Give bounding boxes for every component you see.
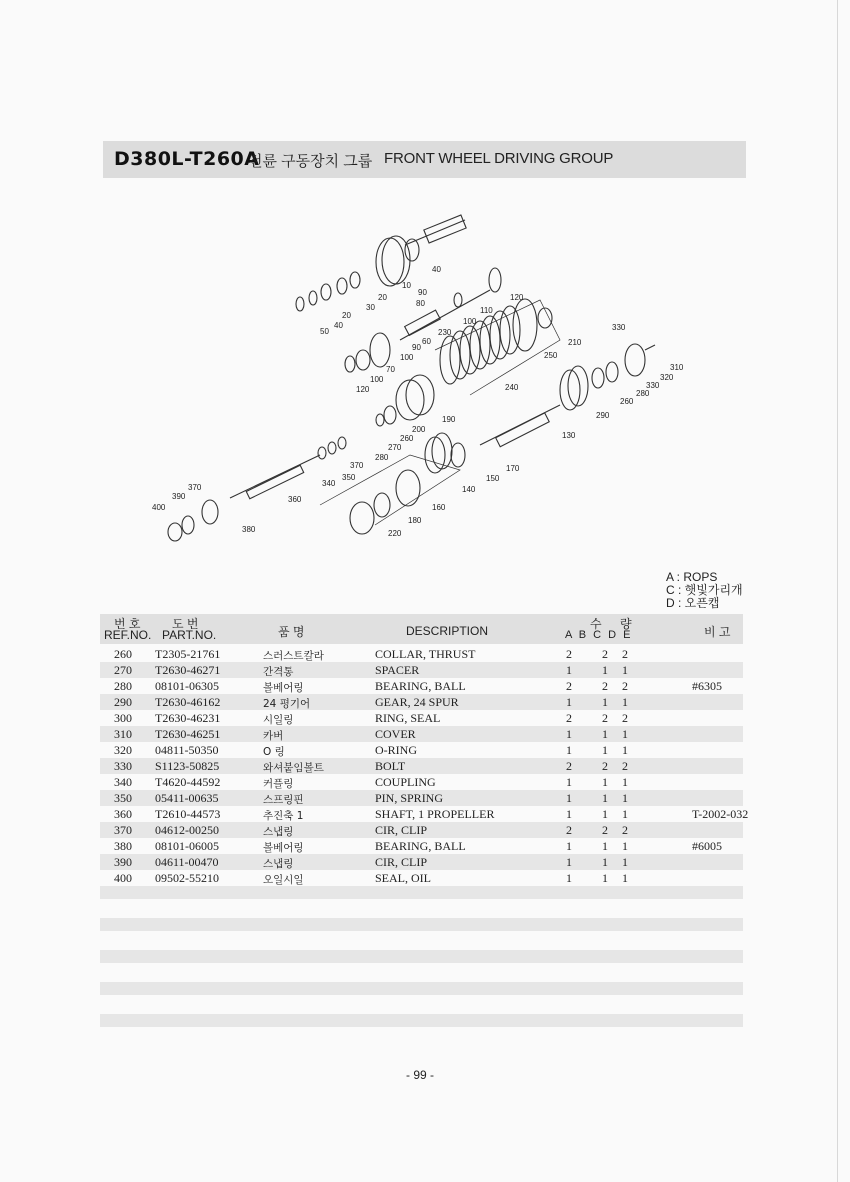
qty-d: 2 <box>622 679 628 693</box>
svg-text:70: 70 <box>386 365 395 374</box>
legend-d: D : 오픈캡 <box>666 596 720 610</box>
small-gear <box>370 333 390 367</box>
svg-text:370: 370 <box>350 461 364 470</box>
part-no: T2630-46231 <box>155 711 221 725</box>
part-name-kr: 볼베어링 <box>263 682 304 694</box>
svg-text:150: 150 <box>486 474 500 483</box>
qty-a: 1 <box>566 775 572 789</box>
svg-text:250: 250 <box>544 351 558 360</box>
part-name-kr: 오일시일 <box>263 874 304 886</box>
empty-row-stripe <box>100 950 743 963</box>
part-no: T2305-21761 <box>155 647 221 661</box>
ref-no: 310 <box>114 727 132 741</box>
table-row <box>100 726 743 742</box>
part-name-kr: 카버 <box>263 730 284 742</box>
qty-a: 2 <box>566 711 572 725</box>
table-row <box>100 710 743 726</box>
part-name-kr: 볼베어링 <box>263 842 304 854</box>
remarks: #6305 <box>692 679 722 693</box>
legend-c: C : 햇빛가리개 <box>666 583 743 597</box>
part-no: 08101-06005 <box>155 839 219 853</box>
svg-text:100: 100 <box>463 317 477 326</box>
description: COLLAR, THRUST <box>375 647 476 661</box>
qty-d: 1 <box>622 727 628 741</box>
svg-text:100: 100 <box>400 353 414 362</box>
qty-c: 1 <box>602 743 608 757</box>
svg-text:280: 280 <box>375 453 389 462</box>
description: SEAL, OIL <box>375 871 431 885</box>
description: O-RING <box>375 743 417 757</box>
qty-c: 1 <box>602 871 608 885</box>
empty-row-stripe <box>100 918 743 931</box>
callout-40: 40 <box>432 265 441 274</box>
ref-no: 280 <box>114 679 132 693</box>
qty-d: 2 <box>622 823 628 837</box>
exploded-parts-diagram <box>150 200 710 550</box>
svg-text:80: 80 <box>416 299 425 308</box>
qty-d: 1 <box>622 695 628 709</box>
table-row <box>100 822 743 838</box>
description: BOLT <box>375 759 406 773</box>
qty-d: 1 <box>622 775 628 789</box>
part-name-kr: 스냅링 <box>263 826 294 838</box>
svg-text:350: 350 <box>342 473 356 482</box>
part-name-kr: 24 평기어 <box>263 698 311 710</box>
svg-text:160: 160 <box>432 503 446 512</box>
svg-text:190: 190 <box>442 415 456 424</box>
ref-no: 260 <box>114 647 132 661</box>
table-row <box>100 646 743 662</box>
svg-text:140: 140 <box>462 485 476 494</box>
part-name-kr: 와셔붙임볼트 <box>263 762 324 774</box>
svg-text:340: 340 <box>322 479 336 488</box>
part-name-kr: 스냅링 <box>263 858 294 870</box>
qty-a: 1 <box>566 727 572 741</box>
legend-a: A : ROPS <box>666 570 718 584</box>
header-ref-kr: 번 호 <box>114 617 141 631</box>
description: PIN, SPRING <box>375 791 444 805</box>
qty-a: 1 <box>566 839 572 853</box>
ref-no: 350 <box>114 791 132 805</box>
ref-no: 400 <box>114 871 132 885</box>
part-no: 09502-55210 <box>155 871 219 885</box>
svg-text:130: 130 <box>562 431 576 440</box>
description: CIR, CLIP <box>375 855 428 869</box>
svg-text:50: 50 <box>320 327 329 336</box>
part-no: 04611-00470 <box>155 855 219 869</box>
remarks: #6005 <box>692 839 722 853</box>
description: SHAFT, 1 PROPELLER <box>375 807 495 821</box>
description: COVER <box>375 727 416 741</box>
upper-spline <box>424 215 466 243</box>
remarks: T-2002-032 <box>692 807 749 821</box>
parts-table-header <box>100 614 743 644</box>
description: RING, SEAL <box>375 711 441 725</box>
part-no: T2630-46162 <box>155 695 221 709</box>
spur-gear-24 <box>560 370 580 410</box>
ref-no: 330 <box>114 759 132 773</box>
page-number: - 99 - <box>406 1068 435 1082</box>
qty-d: 2 <box>622 759 628 773</box>
bearing-380 <box>202 500 218 524</box>
gear-160 <box>396 470 420 506</box>
svg-text:290: 290 <box>596 411 610 420</box>
part-name-kr: O 링 <box>263 746 285 758</box>
svg-text:220: 220 <box>388 529 402 538</box>
description: COUPLING <box>375 775 436 789</box>
empty-row-stripe <box>100 1014 743 1027</box>
header-ref-en: REF.NO. <box>104 628 152 642</box>
svg-text:20: 20 <box>342 311 351 320</box>
qty-a: 1 <box>566 807 572 821</box>
qty-d: 1 <box>622 791 628 805</box>
qty-c: 1 <box>602 775 608 789</box>
table-row <box>100 838 743 854</box>
qty-c: 2 <box>602 647 608 661</box>
part-name-kr: 스프링핀 <box>263 794 304 806</box>
part-no: 04811-50350 <box>155 743 219 757</box>
qty-a: 2 <box>566 823 572 837</box>
svg-text:380: 380 <box>242 525 256 534</box>
qty-d: 1 <box>622 855 628 869</box>
svg-text:330: 330 <box>612 323 626 332</box>
qty-c: 1 <box>602 663 608 677</box>
qty-c: 1 <box>602 791 608 805</box>
qty-a: 2 <box>566 679 572 693</box>
qty-c: 2 <box>602 823 608 837</box>
table-row <box>100 854 743 870</box>
part-name-kr: 시일링 <box>263 714 294 726</box>
description: CIR, CLIP <box>375 823 428 837</box>
part-no: T2610-44573 <box>155 807 221 821</box>
qty-d: 1 <box>622 839 628 853</box>
svg-text:280: 280 <box>636 389 650 398</box>
part-no: 05411-00635 <box>155 791 219 805</box>
qty-d: 1 <box>622 663 628 677</box>
ref-no: 300 <box>114 711 132 725</box>
qty-d: 2 <box>622 647 628 661</box>
part-name-kr: 추진축 1 <box>263 810 304 822</box>
svg-text:310: 310 <box>670 363 684 372</box>
qty-c: 1 <box>602 839 608 853</box>
qty-c: 2 <box>602 679 608 693</box>
page-edge <box>837 0 838 1182</box>
table-row <box>100 790 743 806</box>
qty-a: 1 <box>566 743 572 757</box>
svg-text:370: 370 <box>188 483 202 492</box>
qty-a: 1 <box>566 855 572 869</box>
qty-d: 2 <box>622 711 628 725</box>
ref-no: 340 <box>114 775 132 789</box>
description: BEARING, BALL <box>375 679 466 693</box>
ref-no: 270 <box>114 663 132 677</box>
empty-row-stripe <box>100 982 743 995</box>
svg-text:110: 110 <box>480 306 493 315</box>
propeller-shaft <box>230 455 320 498</box>
svg-text:330: 330 <box>646 381 660 390</box>
ref-no: 360 <box>114 807 132 821</box>
header-remarks: 비 고 <box>704 625 731 639</box>
spur-gear-large <box>376 238 404 286</box>
qty-a: 1 <box>566 695 572 709</box>
svg-text:200: 200 <box>412 425 426 434</box>
part-no: T2630-46271 <box>155 663 221 677</box>
description: BEARING, BALL <box>375 839 466 853</box>
group-title-korean: 전륜 구동장치 그룹 <box>248 153 373 170</box>
header-name-kr: 품 명 <box>278 625 305 639</box>
qty-c: 2 <box>602 711 608 725</box>
cover <box>625 344 645 376</box>
part-name-kr: 간격통 <box>263 666 294 678</box>
part-no: 08101-06305 <box>155 679 219 693</box>
qty-a: 1 <box>566 871 572 885</box>
svg-text:270: 270 <box>388 443 402 452</box>
svg-text:230: 230 <box>438 328 452 337</box>
part-name-kr: 스러스트칼라 <box>263 650 324 662</box>
part-no: T2630-46251 <box>155 727 221 741</box>
part-name-kr: 커플링 <box>263 778 294 790</box>
qty-a: 2 <box>566 759 572 773</box>
table-row <box>100 678 743 694</box>
header-qty-columns: A B C D E <box>565 629 631 641</box>
group-title-english: FRONT WHEEL DRIVING GROUP <box>384 150 614 167</box>
svg-text:120: 120 <box>510 293 524 302</box>
qty-c: 1 <box>602 855 608 869</box>
qty-c: 2 <box>602 759 608 773</box>
table-row <box>100 806 749 822</box>
header-description: DESCRIPTION <box>406 624 489 638</box>
oil-seal <box>168 523 182 541</box>
qty-a: 2 <box>566 647 572 661</box>
description: GEAR, 24 SPUR <box>375 695 459 709</box>
clutch-hub <box>396 380 424 420</box>
qty-c: 1 <box>602 807 608 821</box>
empty-row-stripe <box>100 886 743 899</box>
model-title: D380L-T260A <box>114 148 260 170</box>
part-no: T4620-44592 <box>155 775 221 789</box>
svg-text:320: 320 <box>660 373 674 382</box>
svg-text:240: 240 <box>505 383 519 392</box>
table-row <box>100 662 743 678</box>
svg-text:20: 20 <box>378 293 387 302</box>
svg-text:30: 30 <box>366 303 375 312</box>
header-part-en: PART.NO. <box>162 628 217 642</box>
header-qty-kr-1: 수 <box>590 617 602 631</box>
gear-220 <box>350 502 374 534</box>
ref-no: 370 <box>114 823 132 837</box>
description: SPACER <box>375 663 420 677</box>
header-part-kr: 도 번 <box>172 617 199 631</box>
svg-text:260: 260 <box>620 397 634 406</box>
qty-d: 1 <box>622 743 628 757</box>
svg-text:120: 120 <box>356 385 370 394</box>
table-row <box>100 694 743 710</box>
svg-text:260: 260 <box>400 434 414 443</box>
part-no: 04612-00250 <box>155 823 219 837</box>
qty-c: 1 <box>602 695 608 709</box>
svg-text:90: 90 <box>418 288 427 297</box>
qty-d: 1 <box>622 871 628 885</box>
qty-a: 1 <box>566 663 572 677</box>
table-row <box>100 742 743 758</box>
svg-text:170: 170 <box>506 464 520 473</box>
svg-text:100: 100 <box>370 375 384 384</box>
table-row <box>100 758 743 774</box>
svg-text:10: 10 <box>402 281 411 290</box>
svg-text:40: 40 <box>334 321 343 330</box>
svg-text:390: 390 <box>172 492 186 501</box>
table-row <box>100 774 743 790</box>
qty-column-legend <box>666 571 743 610</box>
ref-no: 320 <box>114 743 132 757</box>
ref-no: 290 <box>114 695 132 709</box>
qty-d: 1 <box>622 807 628 821</box>
ref-no: 390 <box>114 855 132 869</box>
svg-text:90: 90 <box>412 343 421 352</box>
table-row <box>100 870 743 886</box>
svg-text:180: 180 <box>408 516 422 525</box>
svg-text:210: 210 <box>568 338 582 347</box>
svg-text:60: 60 <box>422 337 431 346</box>
header-qty-kr-2: 량 <box>620 617 632 631</box>
qty-c: 1 <box>602 727 608 741</box>
ref-no: 380 <box>114 839 132 853</box>
svg-text:400: 400 <box>152 503 166 512</box>
svg-text:360: 360 <box>288 495 302 504</box>
qty-a: 1 <box>566 791 572 805</box>
part-no: S1123-50825 <box>155 759 220 773</box>
